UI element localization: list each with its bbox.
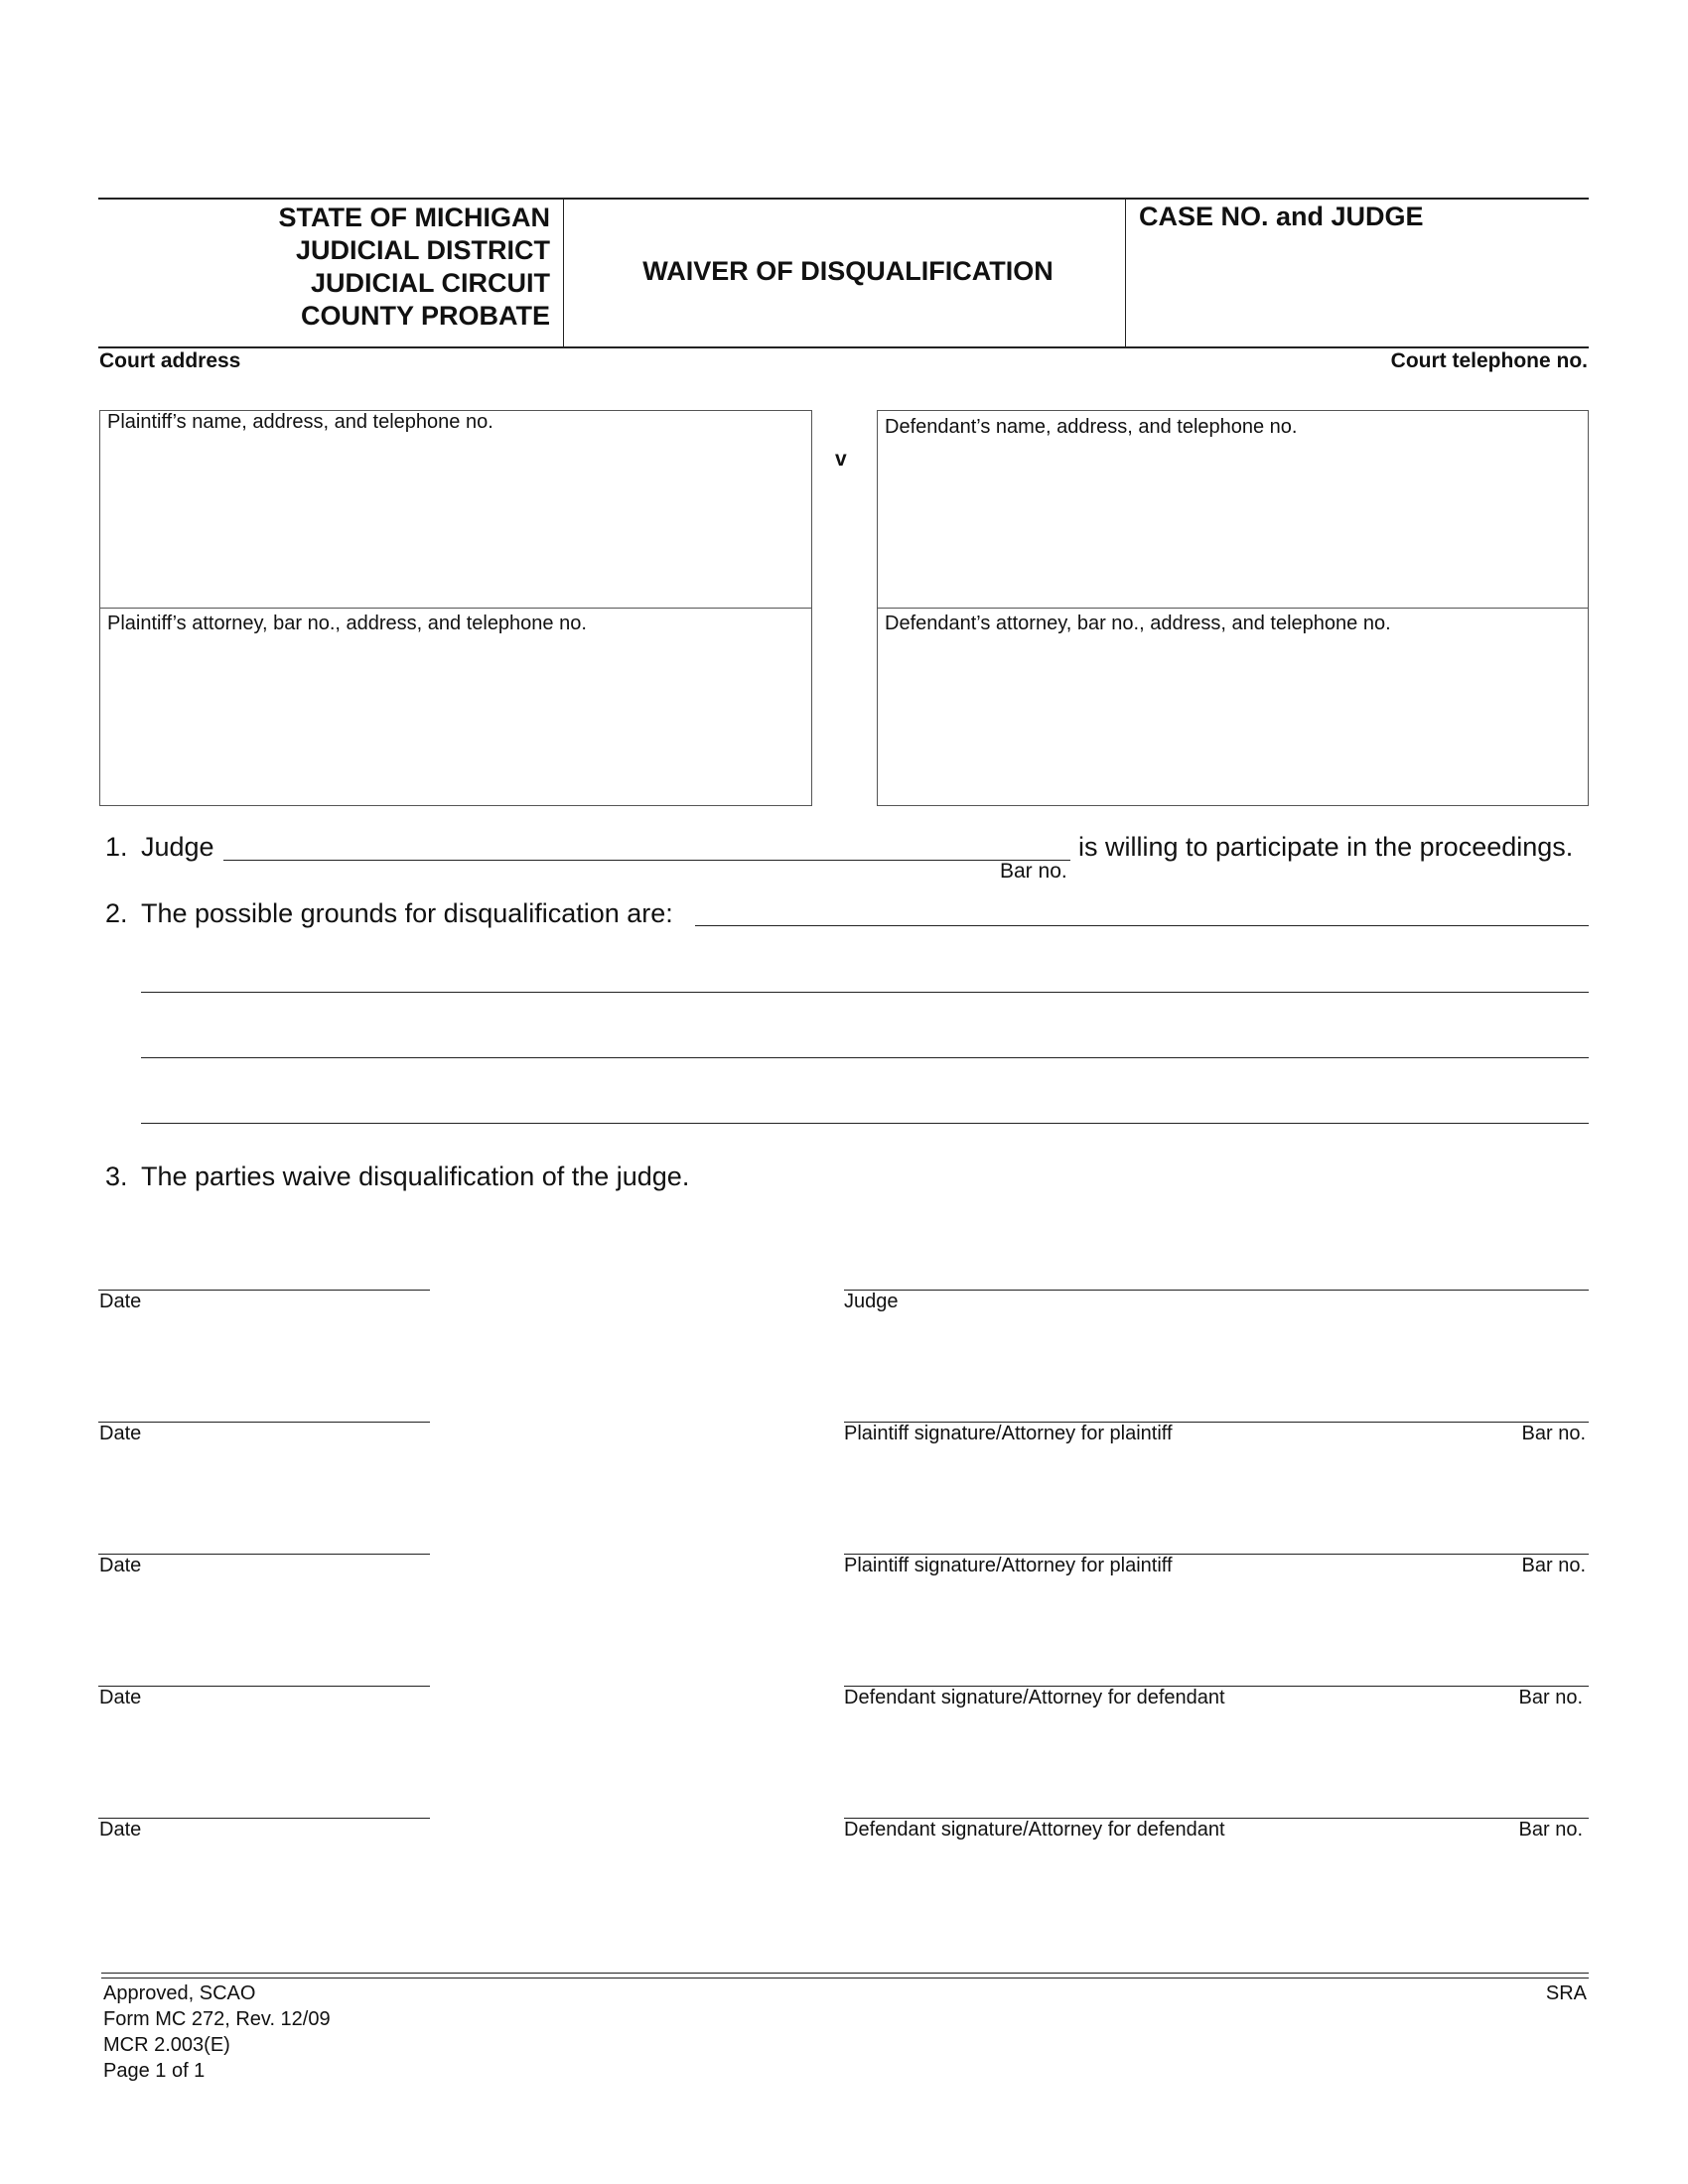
date-line-1[interactable] <box>98 1290 430 1291</box>
judge-name-line[interactable] <box>223 860 1070 861</box>
barno-label-3: Bar no. <box>1521 1555 1586 1576</box>
header-top-rule <box>98 198 1589 200</box>
item1-prefix: Judge <box>141 832 214 862</box>
plaintiff-box-divider <box>99 608 812 609</box>
date-line-5[interactable] <box>98 1818 430 1819</box>
judge-signature-line[interactable] <box>844 1290 1589 1291</box>
court-name-block <box>279 202 550 333</box>
date-label-2: Date <box>99 1423 142 1444</box>
item1-number: 1. <box>105 832 128 862</box>
date-line-2[interactable] <box>98 1422 430 1423</box>
grounds-line-3[interactable] <box>141 1057 1589 1058</box>
court-line-probate: COUNTY PROBATE <box>300 301 550 331</box>
item3-text: The parties waive disqualification of the judge. <box>141 1161 690 1191</box>
date-label-1: Date <box>99 1291 142 1312</box>
plaintiff-signature-label-1: Plaintiff signature/Attorney for plaintiff <box>844 1423 1173 1444</box>
grounds-line-1[interactable] <box>695 925 1589 926</box>
case-number-field[interactable] <box>1127 243 1588 344</box>
court-line-circuit: JUDICIAL CIRCUIT <box>310 268 550 298</box>
barno-label-5: Bar no. <box>1518 1819 1583 1841</box>
footer-rule: MCR 2.003(E) <box>103 2034 230 2056</box>
date-label-5: Date <box>99 1819 142 1841</box>
footer-page: Page 1 of 1 <box>103 2060 206 2082</box>
footer-block <box>103 1980 331 2084</box>
date-line-4[interactable] <box>98 1686 430 1687</box>
date-line-3[interactable] <box>98 1554 430 1555</box>
header-bottom-rule <box>98 346 1589 348</box>
footer-rule-2 <box>101 1978 1589 1979</box>
footer-sra: SRA <box>1545 1982 1587 2004</box>
judge-signature-label: Judge <box>844 1291 899 1312</box>
plaintiff-signature-label-2: Plaintiff signature/Attorney for plaintiff <box>844 1555 1173 1576</box>
item1-suffix: is willing to participate in the proceedings. <box>1078 832 1574 862</box>
versus-mark: v <box>835 448 847 471</box>
date-label-3: Date <box>99 1555 142 1576</box>
item1-barno-label: Bar no. <box>1000 860 1067 883</box>
plaintiff-attorney-label: Plaintiff’s attorney, bar no., address, and telephone no. <box>107 613 587 634</box>
defendant-signature-label-1: Defendant signature/Attorney for defendant <box>844 1687 1225 1708</box>
barno-label-2: Bar no. <box>1521 1423 1586 1444</box>
date-label-4: Date <box>99 1687 142 1708</box>
grounds-line-4[interactable] <box>141 1123 1589 1124</box>
item3-number: 3. <box>105 1161 128 1191</box>
plaintiff-label: Plaintiff’s name, address, and telephone no. <box>107 411 493 433</box>
court-phone-label: Court telephone no. <box>1390 349 1588 372</box>
item2-number: 2. <box>105 898 128 928</box>
defendant-box-divider <box>877 608 1589 609</box>
form-title: WAIVER OF DISQUALIFICATION <box>642 256 1054 286</box>
footer-form-number: Form MC 272, Rev. 12/09 <box>103 2008 331 2030</box>
footer-approved: Approved, SCAO <box>103 1982 256 2004</box>
item2-text: The possible grounds for disqualification are: <box>141 898 673 928</box>
grounds-line-2[interactable] <box>141 992 1589 993</box>
court-line-district: JUDICIAL DISTRICT <box>295 235 550 265</box>
case-number-label: CASE NO. and JUDGE <box>1139 202 1424 231</box>
court-address-label: Court address <box>99 349 241 372</box>
defendant-label: Defendant’s name, address, and telephone no. <box>885 416 1298 438</box>
barno-label-4: Bar no. <box>1518 1687 1583 1708</box>
footer-rule-1 <box>101 1973 1589 1974</box>
defendant-signature-label-2: Defendant signature/Attorney for defendant <box>844 1819 1225 1841</box>
court-line-state: STATE OF MICHIGAN <box>278 203 550 232</box>
header-divider-1 <box>563 199 564 347</box>
defendant-attorney-label: Defendant’s attorney, bar no., address, and telephone no. <box>885 613 1391 634</box>
